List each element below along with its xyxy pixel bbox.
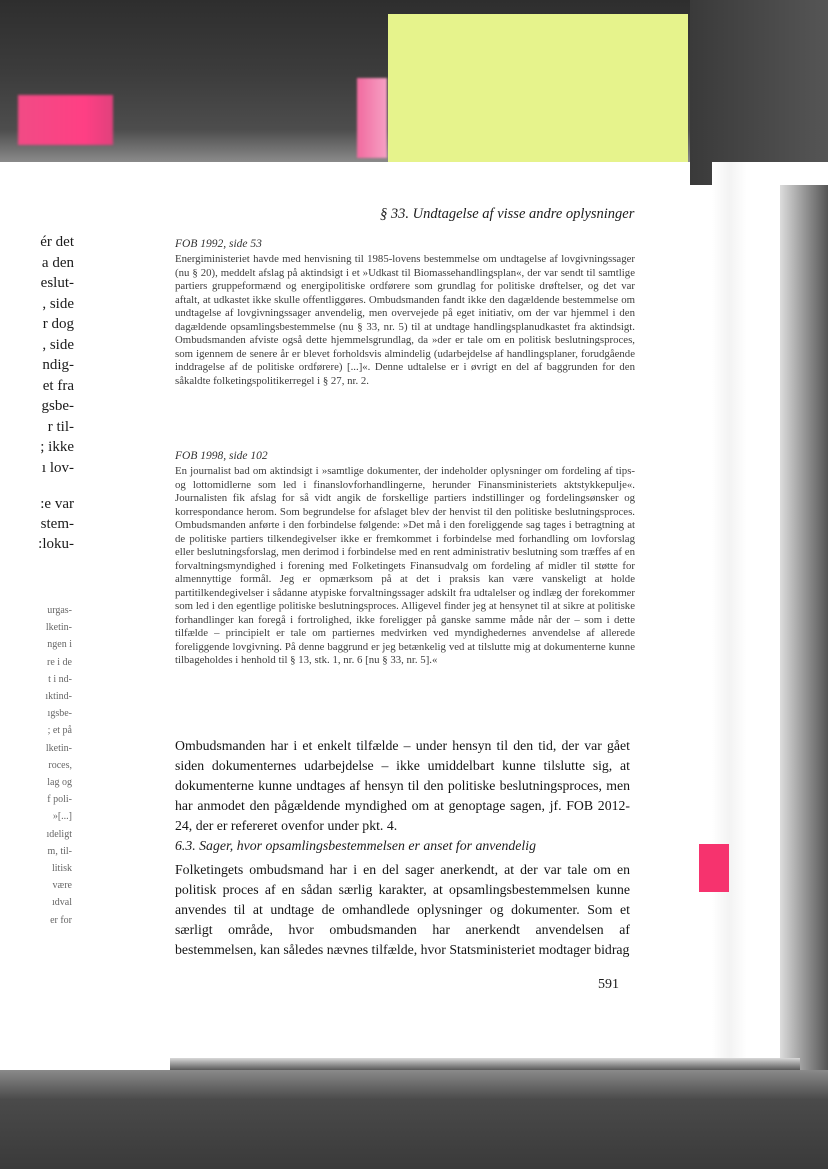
left-page-fragment: ıktind- (45, 691, 72, 702)
left-page-fragment: urgas- (47, 605, 72, 616)
excerpt-title: FOB 1998, side 102 (175, 450, 268, 462)
left-page-fragment: lketin- (45, 742, 72, 754)
left-page-fragment: »[...] (52, 811, 72, 823)
left-page-fragment: , side (42, 295, 74, 312)
left-page-fragment: gsbe- (41, 398, 74, 414)
left-page-fragment: ıdval (52, 897, 72, 909)
left-page-fragment: ndig- (42, 357, 74, 373)
page-number: 591 (598, 977, 619, 992)
left-page-fragment: ér det (40, 234, 74, 250)
section-heading: 6.3. Sager, hvor opsamlingsbestemmelsen er anset for anvendelig (175, 838, 536, 853)
left-page-fragment: lketin- (45, 622, 72, 634)
left-page-fragment: ; et på (47, 725, 72, 737)
left-page-fragment: r dog (42, 316, 74, 332)
excerpt-title: FOB 1992, side 53 (175, 238, 262, 250)
pink-sticky-note-small (357, 78, 387, 158)
left-page-fragment: ı lov- (41, 459, 74, 476)
left-page-fragment: ıgsbe- (47, 708, 72, 720)
excerpt-text: En journalist bad om aktindsigt i »samtlige dokumenter, der indeholder oplysninger om fordeling af tips- og lottomidlerne som led i finanslovforhandlingerne, herunder Finansministeriets aktstykkepulje«. Journalisten fik afslag for så vidt angik de forskellige partiers indstillinger og fordelingsønsker og korrespondance herom. Som begrundelse for afslaget blev der henvist til den politiske beslutningsproces. Ombudsmanden anførte i den forbindelse følgende: »Det må i den foreliggende sag tages i betragtning at de politiske partiers tilkendegivelser ikke er fremkommet i forbindelse med forhandling om lovforslag eller beslutningsforslag, men derimod i forbindelse med en rent administrativ beslutning som træffes af en forvaltningsmyndighed i forening med Folketingets Finansudvalg om fordeling af midler til støtte for almennyttige formål. Jeg er opmærksom på at det i praksis kan være vanskeligt at holde partitilkendegivelser i sådanne atypiske forvaltningssager adskilt fra udtalelser og indlæg der forekommer som led i den egentlige politiske beslutningsproces. Alligevel finder jeg at hensynet til at sikre at politiske forhandlinger kan foregå i fortrolighed, ikke foreligger på ganske samme måde når der – som i dette tilfælde – principielt er tale om partiernes medvirken ved myndighedernes anvendelse af allerede foreliggende lovgivning. På denne baggrund er jeg betænkelig ved at tilslutte mig at dokumenterne kunne tilbageholdes i henhold til § 13, stk. 1, nr. 6 [nu § 33, nr. 5].« (175, 465, 635, 666)
left-page-fragment: ngen i (47, 639, 72, 651)
body-paragraph: Ombudsmanden har i et enkelt tilfælde – under hensyn til den tid, der var gået siden dokumenternes udarbejdelse – ikke umiddelbart kunne tilslutte sig, at dokumenterne kunne undtages af hensyn til den politiske beslutningsproces, men har anmodet den pågældende myndighed om at genoptage sagen, jf. FOB 2012-24, der er refereret ovenfor under pkt. 4. (175, 738, 630, 833)
pink-sticky-note (18, 95, 113, 145)
left-page-fragment: stem- (40, 516, 74, 532)
left-page-fragment: f poli- (47, 794, 72, 806)
left-page-fragment: a den (41, 254, 74, 271)
left-page-fragment: ıdeligt (46, 828, 72, 840)
left-page-fragment: :e var (40, 496, 74, 512)
left-page-fragment: ; ikke (40, 439, 74, 455)
left-page-fragment: er for (50, 914, 72, 926)
scan-background-bottom (0, 1070, 828, 1169)
left-page-fragment: re i de (47, 656, 72, 668)
left-page-fragment: :loku- (38, 536, 74, 552)
left-page-fragment: roces, (48, 759, 72, 771)
left-page-fragment: være (52, 880, 72, 892)
page-shadow-right (780, 185, 828, 1075)
left-page-fragment: et fra (42, 377, 74, 394)
left-page-fragment: litisk (51, 863, 72, 874)
running-head: § 33. Undtagelse af visse andre oplysninger (380, 206, 635, 222)
pink-index-tab (699, 844, 729, 892)
left-facing-page (0, 162, 80, 1072)
left-page-fragment: r til- (47, 418, 74, 435)
body-paragraph: Folketingets ombudsmand har i en del sager anerkendt, at der var tale om en politisk proces af en sådan særlig karakter, at opsamlingsbestemmelsen kunne anvendes til at undtage de omhandlede oplysninger og dokumenter. Som et særligt område, hvor ombudsmanden har anerkendt anvendelsen af bestemmelsen, kan således nævnes tilfælde, hvor Statsministeriet modtager bidrag (175, 862, 630, 957)
left-page-fragment: , side (42, 336, 74, 353)
left-page-fragment: m, til- (47, 845, 72, 857)
excerpt-text: Energiministeriet havde med henvisning til 1985-lovens bestemmelse om undtagelse af lovgivningssager (nu § 20), meddelt afslag på aktindsigt i et »Udkast til Biomassehandlingsplan«, der var sendt til samtlige partiers gruppeformænd og energipolitiske ordførere som grundlag for politiske drøftelser, og det var aftalt, at udkastet ikke skulle offentliggøres. Ombudsmanden fandt ikke den dagældende bestemmelse om undtagelse af lovgivningssager anvendelig, men overvejede på eget initiativ, om der var hjemmel i den dagældende opsamlingsbestemmelse (nu § 33, nr. 5) til at undtage handlingsplanudkastet fra aktindsigt. Ombudsmanden afviste også dette hjemmelsgrundlag, da »der er tale om en politisk beslutningsproces, som igennem de senere år er blevet forholdsvis almindelig (udarbejdelse af handlingsplaner, forudgående inddragelse af de politiske ordførere) [...]«. Denne udtalelse er i øvrigt en del af baggrunden for den såkaldte folketingspolitikerregel i § 27, nr. 2. (175, 253, 635, 387)
left-page-fragment: lag og (47, 777, 72, 788)
left-page-fragment: eslut- (40, 275, 74, 291)
yellow-sticky-note (388, 14, 688, 162)
scan-background-corner (690, 0, 828, 185)
left-page-fragment: t i nd- (48, 673, 72, 685)
